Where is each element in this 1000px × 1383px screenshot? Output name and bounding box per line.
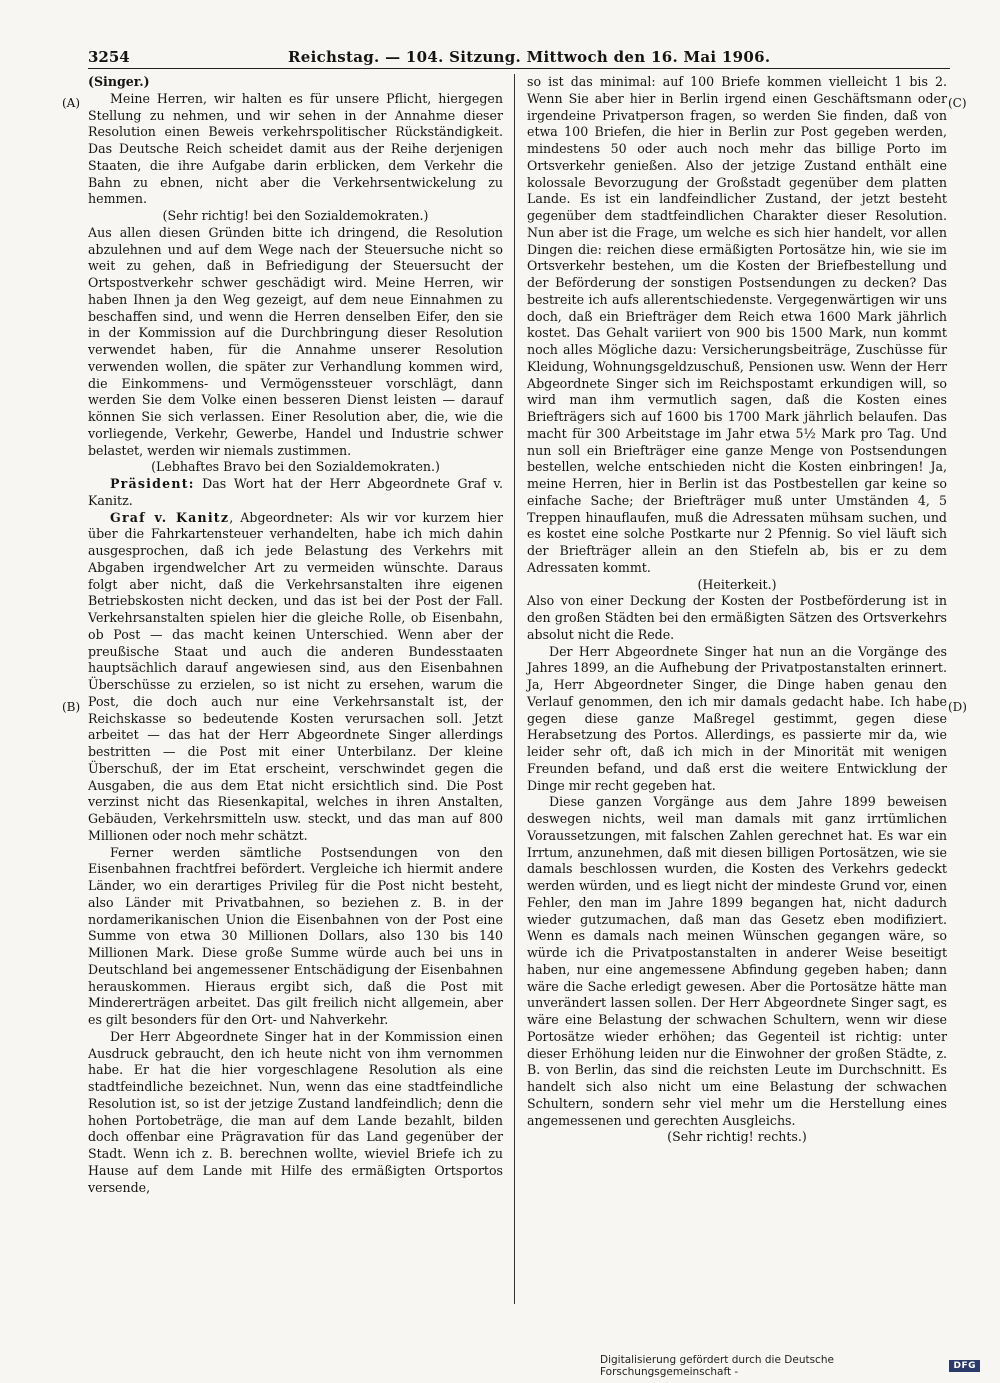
page-number: 3254 bbox=[88, 48, 130, 66]
dfg-logo: DFG bbox=[949, 1360, 980, 1372]
paragraph: Also von einer Deckung der Kosten der Postbeförderung ist in den großen Städten bei den ermäßigten Sätzen des Ortsverkehrs absolut nicht die Rede. bbox=[527, 593, 947, 642]
interjection: (Sehr richtig! bei den Sozialdemokraten.) bbox=[162, 208, 429, 223]
paragraph: Der Herr Abgeordnete Singer hat in der Kommission einen Ausdruck gebraucht, den ich heute nicht von ihm vernommen habe. Er hat die hier vorgeschlagene Resolution als eine stadtfeindliche bezeichnet. Nun, wenn das eine stadtfeindliche Resolution ist, so ist der jetzige Zustand landfeindlich; denn die hohen Portobeträge, die man auf dem Lande bezahlt, bilden doch offenbar eine Prägravation für das Land gegenüber der Stadt. Wenn ich z. B. berechnen wollte, wieviel Briefe ich zu Hause auf dem Lande mit Hilfe des ermäßigten Ortsportos versende, bbox=[88, 1028, 503, 1195]
margin-marker-c: (C) bbox=[948, 96, 967, 110]
margin-marker-d: (D) bbox=[948, 700, 967, 714]
speech-text: , Abgeordneter: Als wir vor kurzem hier über die Fahrkartensteuer verhandelten, habe ich mich dahin ausgesprochen, daß ich jede Belastung des Verkehrs mit Abgaben irgendwelcher Art zu vermeiden wünschte. Daraus folgt aber nicht, daß die Verkehrsanstalten ihre eigenen Betriebskosten nicht decken, und das ist bei der Post der Fall. Verkehrsanstalten spielen hier die gleiche Rolle, ob Eisenbahn, ob Post — das macht keinen Unterschied. Wenn aber der preußische Staat und auch die anderen Bundesstaaten hauptsächlich darauf angewiesen sind, aus den Eisenbahnen Überschüsse zu erzielen, so ist nicht zu ersehen, warum die Post, die doch auch nur eine Verkehrsanstalt ist, der Reichskasse so bedeutende Kosten verursachen soll. Jetzt arbeitet — das hat der Herr Abgeordnete Singer allerdings bestritten — die Post mit einer Unterbilanz. Der kleine Überschuß, der im Etat erscheint, verschwindet gegen die Ausgaben, die aus dem Etat nicht ersichtlich sind. Die Post verzinst nicht das Riesenkapital, welches in ihren Anstalten, Gebäuden, Verkehrsmitteln usw. steckt, und das man auf 800 Millionen oder noch mehr schätzt. bbox=[88, 509, 503, 843]
president-label: Präsident: bbox=[110, 476, 195, 491]
interjection: (Heiterkeit.) bbox=[697, 576, 777, 592]
column-divider bbox=[514, 74, 515, 1304]
footer-credit: Digitalisierung gefördert durch die Deutsche Forschungsgemeinschaft - bbox=[600, 1354, 834, 1378]
interjection: (Sehr richtig! rechts.) bbox=[667, 1129, 807, 1145]
paragraph: so ist das minimal: auf 100 Briefe kommen vielleicht 1 bis 2. Wenn Sie aber hier in Berlin irgend einen Geschäftsmann oder irgendeine Privatperson fragen, so werden Sie finden, daß von etwa 100 Briefen, die hier in Berlin zur Post gegeben werden, mindestens 50 oder auch noch mehr das billige Porto im Ortsverkehr genießen. Also der jetzige Zustand enthält eine kolossale Bevorzugung der Großstadt gegenüber dem platten Lande. Es ist ein landfeindlicher Zustand, der jetzt besteht gegenüber dem stadtfeindlichen Charakter dieser Resolution. Nun aber ist die Frage, um welche es sich hier handelt, vor allen Dingen die: reichen diese ermäßigten Portosätze hin, wie sie im Ortsverkehr bestehen, um die Kosten der Briefbestellung und der Beförderung der sonstigen Postsendungen zu decken? Das bestreite ich aufs allerentschiedenste. Vergegenwärtigen wir uns doch, daß ein Briefträger dem Reich etwa 1600 Mark jährlich kostet. Das Gehalt variiert von 900 bis 1500 Mark, nun kommt noch alles Mögliche dazu: Versicherungsbeiträge, Zuschüsse für Kleidung, Wohnungsgeldzuschuß, Pensionen usw. Wenn der Herr Abgeordnete Singer sich im Reichspostamt erkundigen will, so wird man ihm vermutlich sagen, daß die Kosten eines Briefträgers sich auf 1600 bis 1700 Mark jährlich belaufen. Das macht für 300 Arbeitstage im Jahr etwa 5½ Mark pro Tag. Und nun soll ein Briefträger eine ganze Menge von Postsendungen bestellen, welche entschieden nicht die Kosten einbringen! Ja, meine Herren, hier in Berlin ist das Postbestellen gar keine so einfache Sache; der Briefträger muß unter Umständen 4, 5 Treppen hinauflaufen, muß die Adressaten mühsam suchen, und es kostet eine solche Postkarte nur 2 Pfennig. So viel läuft sich der Briefträger allein an den Stiefeln ab, bis er zu dem Adressaten kommt. bbox=[527, 74, 947, 575]
margin-marker-a: (A) bbox=[62, 96, 81, 110]
kanitz-paragraph bbox=[88, 510, 503, 845]
right-column bbox=[527, 74, 947, 1146]
page-header bbox=[88, 46, 950, 70]
president-paragraph bbox=[88, 476, 503, 510]
running-title: Reichstag. — 104. Sitzung. Mittwoch den 16. Mai 1906. bbox=[288, 48, 771, 66]
footer bbox=[600, 1354, 980, 1378]
left-column bbox=[88, 74, 503, 1196]
speaker-tag: (Singer.) bbox=[88, 74, 150, 89]
paragraph: Meine Herren, wir halten es für unsere Pflicht, hiergegen Stellung zu nehmen, und wir sehen in der Annahme dieser Resolution einen Beweis verkehrspolitischer Rückständigkeit. Das Deutsche Reich scheidet damit aus der Reihe derjenigen Staaten, die ihre Aufgabe darin erblicken, dem Verkehr die Bahn zu ebnen, nicht aber die Verkehrsentwickelung zu hemmen. bbox=[88, 90, 503, 207]
paragraph: Aus allen diesen Gründen bitte ich dringend, die Resolution abzulehnen und auf dem Wege nach der Steuersuche nicht so weit zu gehen, daß in Befriedigung der Steuersucht der Ortspostverkehr schwer geschädigt wird. Meine Herren, wir haben Ihnen ja den Weg gezeigt, auf dem neue Einnahmen zu beschaffen sind, und wenn die Herren denselben Eifer, den sie in der Kommission auf die Durchbringung dieser Resolution verwendet haben, für die Annahme unserer Resolution verwenden wollen, die später zur Verhandlung kommen wird, die Einkommens- und Vermögenssteuer vorschlägt, dann werden Sie dem Volke einen besseren Dienst leisten — darauf können Sie sich verlassen. Einer Resolution aber, die, wie die vorliegende, Verkehr, Gewerbe, Handel und Industrie schwer belastet, werden wir niemals zustimmen. bbox=[88, 224, 503, 458]
margin-marker-b: (B) bbox=[62, 700, 81, 714]
paragraph: Der Herr Abgeordnete Singer hat nun an die Vorgänge des Jahres 1899, an die Aufhebung der Privatpostanstalten erinnert. Ja, Herr Abgeordneter Singer, die Dinge haben genau den Verlauf genommen, den ich mir damals gedacht habe. Ich habe gegen diese ganze Maßregel gestimmt, gegen diese Herabsetzung des Portos. Allerdings, es passierte mir da, wie leider sehr oft, daß ich mich in der Minorität mit wenigen Freunden befand, und daß erst die weitere Entwicklung der Dinge mir recht gegeben hat. bbox=[527, 643, 947, 793]
paragraph: Diese ganzen Vorgänge aus dem Jahre 1899 beweisen deswegen nichts, weil man damals mit ganz irrtümlichen Voraussetzungen, mit falschen Zahlen gerechnet hat. Es war ein Irrtum, anzunehmen, daß mit diesen billigen Portosätzen, wie sie damals beschlossen wurden, die Kosten des Verkehrs gedeckt werden würden, und es liegt nicht der mindeste Grund vor, einen Fehler, den man im Jahre 1899 begangen hat, nicht dadurch wieder gutzumachen, daß man das Gesetz eben modifiziert. Wenn es damals nach meinen Wünschen gegangen wäre, so würde ich die Privatpostanstalten in anderer Weise beseitigt haben, nur eine angemessene Abfindung gegeben haben; dann wäre die Sache erledigt gewesen. Aber die Portosätze hätte man unverändert lassen sollen. Der Herr Abgeordnete Singer sagt, es wäre eine Belastung der schwachen Schultern, wenn wir diese Portosätze wieder erhöhen; das Gegenteil ist richtig: unter dieser Erhöhung leiden nur die Einwohner der großen Städte, z. B. von Berlin, das sind die reichsten Leute im Durchschnitt. Es handelt sich also nicht um eine Belastung der schwachen Schultern, sondern sehr viel mehr um die Herstellung eines angemessenen und gerechten Ausgleichs. bbox=[527, 794, 947, 1128]
header-rule bbox=[88, 68, 950, 69]
speaker-name: Graf v. Kanitz bbox=[110, 509, 230, 525]
paragraph: Ferner werden sämtliche Postsendungen von den Eisenbahnen frachtfrei befördert. Vergleiche ich hiermit andere Länder, wo ein derartiges Privileg für die Post nicht besteht, also Länder mit Privatbahnen, so beziehen z. B. in der nordamerikanischen Union die Eisenbahnen von der Post eine Summe von etwa 30 Millionen Dollars, also 130 bis 140 Millionen Mark. Diese große Summe würde auch bei uns in Deutschland bei angemessener Entschädigung der Eisenbahnen herauskommen. Hieraus ergibt sich, daß die Post mit Mindererträgen arbeitet. Das gilt freilich nicht allgemein, aber es gilt besonders für den Ort- und Nahverkehr. bbox=[88, 844, 503, 1027]
interjection: (Lebhaftes Bravo bei den Sozialdemokraten.) bbox=[151, 459, 440, 475]
president-text: Das Wort hat der Herr Abgeordnete Graf v. Kanitz. bbox=[88, 476, 503, 508]
